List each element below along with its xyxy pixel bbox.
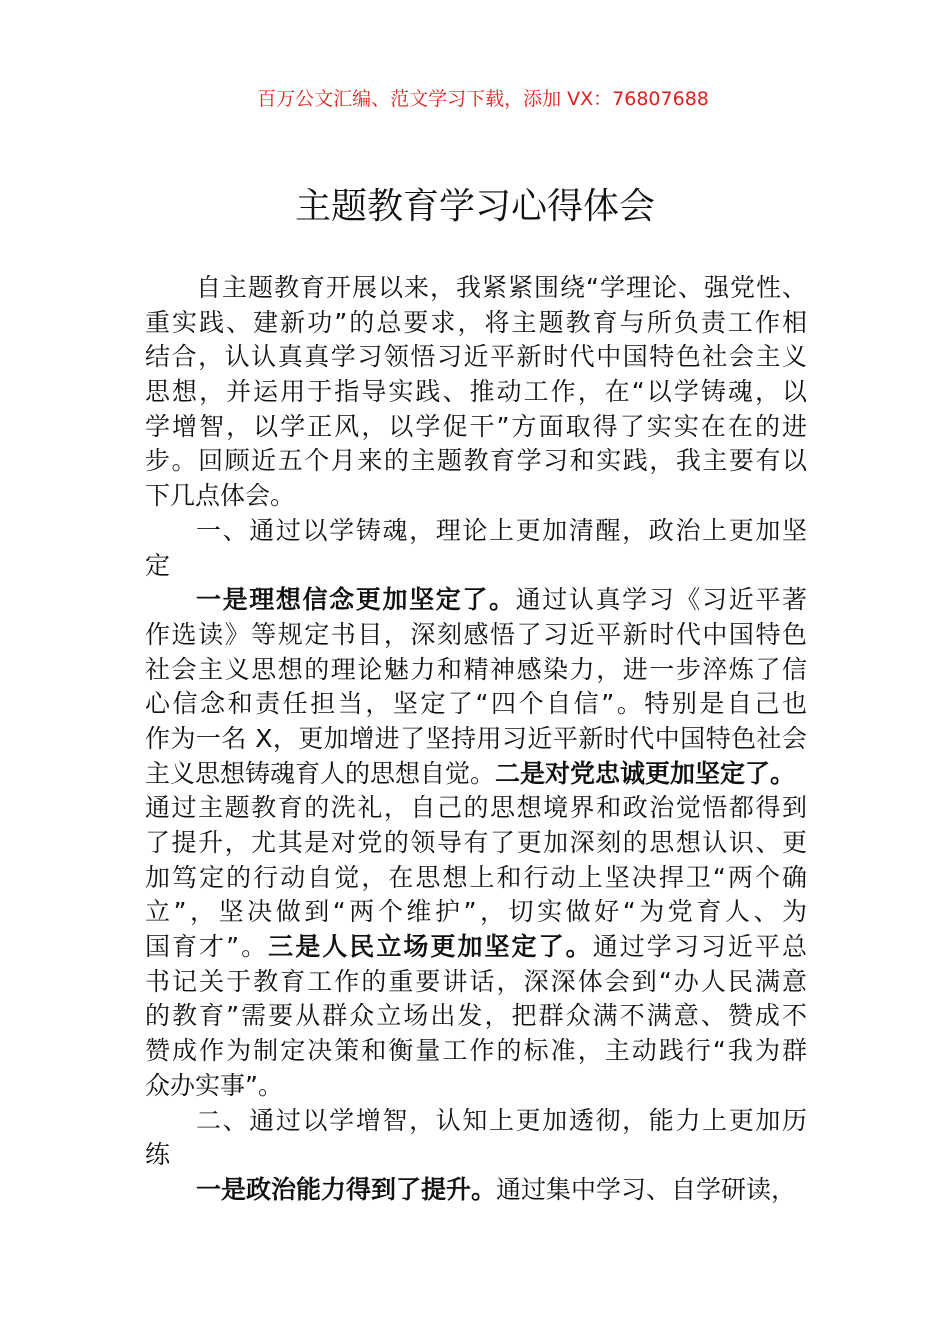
text-segment: 作为一名 X，更加增进了坚持用习近平新时代中国特色社会: [145, 723, 807, 753]
text-segment: 通过认真学习《习近平著: [515, 585, 807, 615]
text-line: [145, 930, 807, 965]
text-segment: 书记关于教育工作的重要讲话，深深体会到“办人民满意: [145, 966, 807, 996]
text-line: [145, 965, 807, 1000]
text-segment: 作选读》等规定书目，深刻感悟了习近平新时代中国特色: [145, 619, 807, 649]
text-line: [145, 618, 807, 653]
text-line: [145, 514, 807, 549]
text-segment: 心信念和责任担当，坚定了“四个自信”。特别是自己也: [145, 689, 807, 719]
text-line: [145, 479, 807, 514]
text-line: [145, 375, 807, 410]
text-segment: 加笃定的行动自觉，在思想上和行动上坚决捍卫“两个确: [145, 862, 807, 892]
text-segment: 赞成作为制定决策和衡量工作的标准，主动践行“我为群: [145, 1036, 807, 1066]
text-segment: 练: [145, 1140, 171, 1170]
text-segment: 通过主题教育的洗礼，自己的思想境界和政治觉悟都得到: [145, 793, 807, 823]
text-segment: 了提升，尤其是对党的领导有了更加深刻的思想认识、更: [145, 828, 807, 857]
text-line: [145, 444, 807, 479]
text-line: [145, 722, 807, 757]
text-line: [145, 340, 807, 375]
text-line: [145, 861, 807, 896]
text-segment: 国育才”。: [145, 932, 269, 962]
text-line: [145, 653, 807, 688]
text-segment: 主义思想铸魂育人的思想自觉。: [145, 758, 496, 788]
text-segment: 重实践、建新功”的总要求，将主题教育与所负责工作相: [145, 307, 807, 337]
watermark-header: 百万公文汇编、范文学习下载，添加 VX：76807688: [257, 88, 709, 110]
text-line: [145, 757, 807, 792]
text-segment: 的教育”需要从群众立场出发，把群众满不满意、赞成不: [145, 1001, 807, 1031]
text-segment: 结合，认认真真学习领悟习近平新时代中国特色社会主义: [145, 342, 807, 372]
text-line: [145, 1104, 807, 1139]
text-line: [145, 583, 807, 618]
text-line: [145, 549, 807, 584]
text-line: [145, 410, 807, 445]
text-line: [145, 999, 807, 1034]
text-line: [145, 271, 807, 306]
text-segment: 下几点体会。: [145, 481, 296, 511]
bold-text: 一是政治能力得到了提升。: [196, 1174, 497, 1204]
text-segment: 通过学习习近平总: [592, 932, 807, 962]
text-line: [145, 826, 807, 861]
text-line: [145, 1069, 807, 1104]
bold-text: 二是对党忠诚更加坚定了。: [495, 758, 796, 788]
text-segment: 学增智，以学正风，以学促干”方面取得了实实在在的进: [145, 411, 807, 441]
text-segment: 定: [145, 550, 171, 580]
bold-text: 三是人民立场更加坚定了。: [268, 932, 593, 962]
text-segment: 二、通过以学增智，认知上更加透彻，能力上更加历: [196, 1105, 807, 1135]
text-line: [145, 1034, 807, 1069]
text-segment: 一、通过以学铸魂，理论上更加清醒，政治上更加坚: [196, 515, 807, 545]
bold-text: 一是理想信念更加坚定了。: [196, 585, 516, 615]
text-line: [145, 687, 807, 722]
text-line: [145, 306, 807, 341]
text-segment: 步。回顾近五个月来的主题教育学习和实践，我主要有以: [145, 446, 807, 476]
text-line: [145, 1138, 807, 1173]
text-segment: 思想，并运用于指导实践、推动工作，在“以学铸魂，以: [145, 377, 807, 407]
text-segment: 社会主义思想的理论魅力和精神感染力，进一步淬炼了信: [145, 654, 807, 684]
document-title: 主题教育学习心得体会: [294, 186, 655, 227]
text-line: [145, 895, 807, 930]
text-line: [145, 1173, 807, 1208]
text-segment: 众办实事”。: [145, 1070, 283, 1100]
text-segment: 自主题教育开展以来，我紧紧围绕“学理论、强党性、: [196, 273, 807, 302]
text-line: [145, 791, 807, 826]
text-segment: 立”，坚决做到“两个维护”，切实做好“为党育人、为: [145, 897, 807, 927]
text-segment: 通过集中学习、自学研读，: [496, 1174, 797, 1204]
document-body: [145, 271, 807, 1208]
